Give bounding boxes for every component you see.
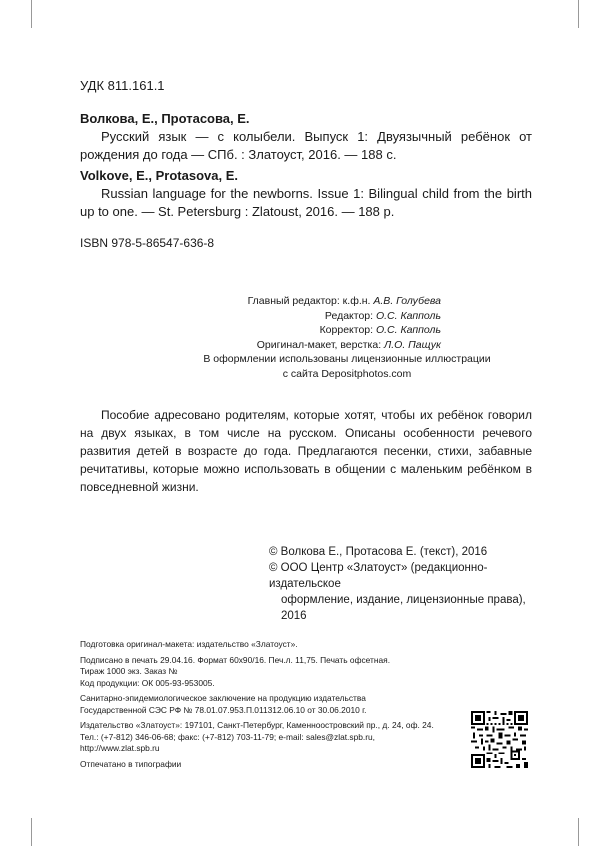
illustrations-line-1: В оформлении использованы лицензионные иллюстрации: [203, 353, 491, 365]
isbn: ISBN 978-5-86547-636-8: [80, 236, 215, 250]
ru-authors: Волкова, Е., Протасова, Е.: [80, 111, 250, 126]
crop-mark-top-left: [31, 0, 32, 28]
credits: [80, 294, 532, 381]
english-bibliographic-entry: [80, 168, 532, 221]
en-description: Russian language for the newborns. Issue 1: Bilingual child from the birth up to one. — St. Petersburg : Zlatoust, 2016. — 188 p.: [80, 186, 532, 219]
imprint-website: http://www.zlat.spb.ru: [80, 743, 160, 753]
copyright-line-2: © ООО Центр «Златоуст» (редакционно-издательское: [269, 562, 488, 590]
illustrations-line-2: с сайта Depositphotos.com: [282, 367, 412, 380]
layout-line: Оригинал-макет, верстка: Л.О. Пащук: [256, 338, 441, 351]
copyright-line-3: оформление, издание, лицензионные права), 2016: [281, 594, 526, 622]
imprint: [80, 639, 480, 770]
editor-line: Редактор: О.С. Капполь: [324, 309, 441, 322]
copyright-line-1: © Волкова Е., Протасова Е. (текст), 2016: [269, 546, 488, 558]
imprint-layout-prep: Подготовка оригинал-макета: издательство «Златоуст».: [80, 639, 298, 649]
crop-mark-bottom-right: [578, 818, 579, 846]
qr-code-icon: [471, 711, 528, 768]
imprint-sanitary-2: Государственной СЭС РФ № 78.01.07.953.П.011312.06.10 от 30.06.2010 г.: [80, 704, 367, 715]
copyright: [269, 544, 533, 624]
russian-bibliographic-entry: [80, 111, 532, 164]
layout-name: Л.О. Пащук: [384, 338, 441, 351]
proofreader-line: Корректор: О.С. Капполь: [319, 324, 441, 336]
udk-code: УДК 811.161.1: [80, 78, 165, 93]
imprint-printed-at: Отпечатано в типографии: [80, 758, 182, 769]
chief-editor-name: А.В. Голубева: [373, 295, 441, 307]
imprint-print-signed: Подписано в печать 29.04.16. Формат 60х90/16. Печ.л. 11,75. Печать офсетная.: [80, 654, 391, 665]
imprint-contacts: Тел.: (+7-812) 346-06-68; факс: (+7-812) 703-11-79; e-mail: sales@zlat.spb.ru,: [80, 731, 375, 742]
crop-mark-bottom-left: [31, 818, 32, 846]
proofreader-name: О.С. Капполь: [375, 324, 441, 336]
imprint-print-run: Тираж 1000 экз. Заказ №: [80, 666, 178, 676]
editor-name: О.С. Капполь: [375, 309, 441, 322]
imprint-sanitary-1: Санитарно-эпидемиологическое заключение на продукцию издательства: [80, 693, 366, 703]
imprint-product-code: Код продукции: ОК 005-93-953005.: [80, 677, 215, 688]
chief-editor-line: Главный редактор: к.ф.н. А.В. Голубева: [247, 295, 441, 307]
crop-mark-top-right: [578, 0, 579, 28]
imprint-publisher-address: Издательство «Златоуст»: 197101, Санкт-Петербург, Каменноостровский пр., д. 24, оф. 24.: [80, 720, 434, 730]
abstract: Пособие адресовано родителям, которые хотят, чтобы их ребёнок говорил на двух языках, в том числе на русском. Описаны особенности речевого развития детей в возрасте до года. Предлагаются песенки, стихи, забавные речитативы, которые можно использовать в общении с маленьким ребёнком в повседневной жизни.: [80, 408, 532, 494]
en-authors: Volkove, E., Protasova, E.: [80, 168, 238, 183]
ru-description: Русский язык — с колыбели. Выпуск 1: Двуязычный ребёнок от рождения до года — СПб. : Златоуст, 2016. — 188 с.: [80, 129, 532, 162]
